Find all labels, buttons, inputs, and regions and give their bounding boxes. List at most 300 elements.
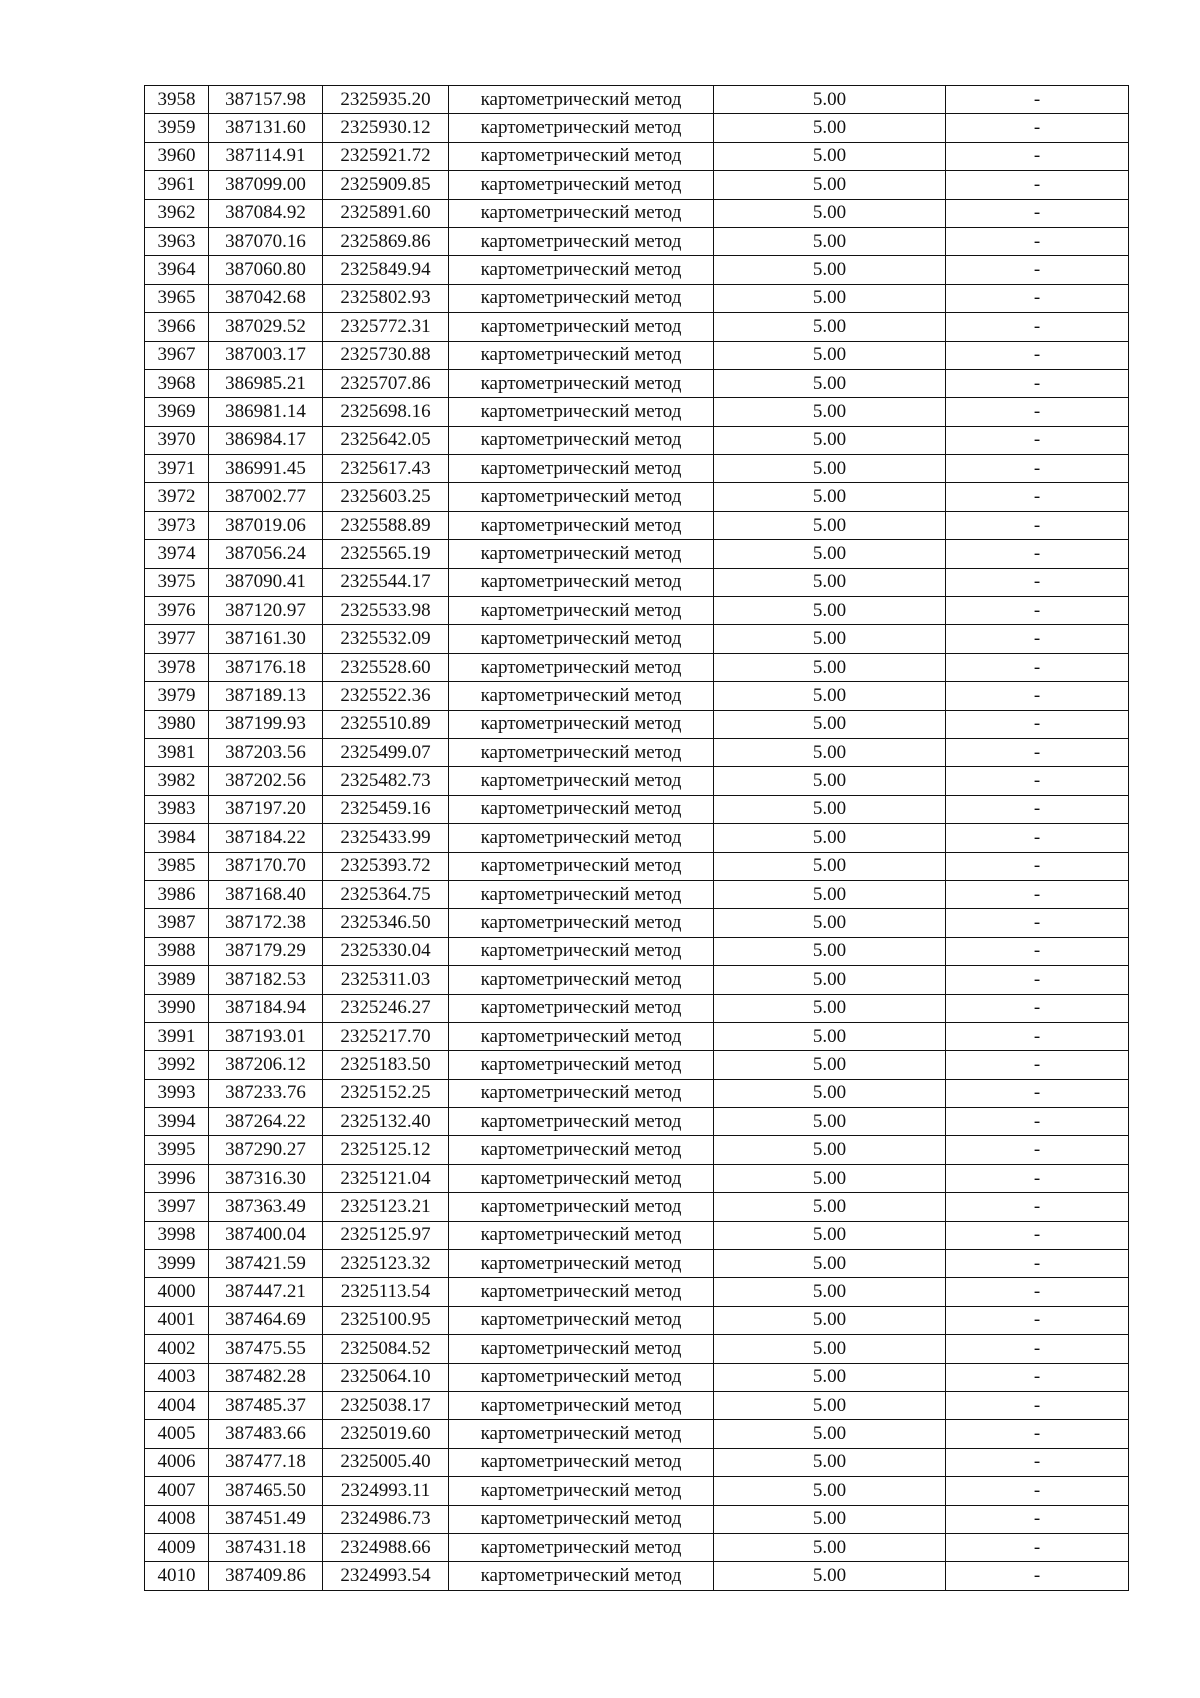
x-coordinate-cell: 387421.59	[209, 1250, 323, 1278]
accuracy-cell: 5.00	[714, 284, 946, 312]
y-coordinate-cell: 2325544.17	[323, 568, 449, 596]
description-cell: -	[946, 114, 1129, 142]
method-cell: картометрический метод	[449, 341, 714, 369]
description-cell: -	[946, 1108, 1129, 1136]
x-coordinate-cell: 386984.17	[209, 426, 323, 454]
table-row	[145, 682, 1129, 710]
table-row	[145, 1022, 1129, 1050]
table-row	[145, 1278, 1129, 1306]
x-coordinate-cell: 387019.06	[209, 511, 323, 539]
point-number-cell: 3984	[145, 824, 209, 852]
method-cell: картометрический метод	[449, 1250, 714, 1278]
point-number-cell: 3999	[145, 1250, 209, 1278]
x-coordinate-cell: 387042.68	[209, 284, 323, 312]
point-number-cell: 3985	[145, 852, 209, 880]
method-cell: картометрический метод	[449, 880, 714, 908]
table-row	[145, 1533, 1129, 1561]
table-row	[145, 284, 1129, 312]
accuracy-cell: 5.00	[714, 1221, 946, 1249]
method-cell: картометрический метод	[449, 426, 714, 454]
method-cell: картометрический метод	[449, 1391, 714, 1419]
accuracy-cell: 5.00	[714, 1051, 946, 1079]
point-number-cell: 4001	[145, 1306, 209, 1334]
x-coordinate-cell: 387090.41	[209, 568, 323, 596]
y-coordinate-cell: 2325125.97	[323, 1221, 449, 1249]
x-coordinate-cell: 387464.69	[209, 1306, 323, 1334]
y-coordinate-cell: 2325019.60	[323, 1420, 449, 1448]
point-number-cell: 3974	[145, 540, 209, 568]
point-number-cell: 4010	[145, 1562, 209, 1590]
point-number-cell: 3966	[145, 313, 209, 341]
accuracy-cell: 5.00	[714, 625, 946, 653]
description-cell: -	[946, 937, 1129, 965]
method-cell: картометрический метод	[449, 1363, 714, 1391]
description-cell: -	[946, 540, 1129, 568]
point-number-cell: 3959	[145, 114, 209, 142]
x-coordinate-cell: 387482.28	[209, 1363, 323, 1391]
description-cell: -	[946, 1533, 1129, 1561]
description-cell: -	[946, 1306, 1129, 1334]
x-coordinate-cell: 387168.40	[209, 880, 323, 908]
description-cell: -	[946, 1278, 1129, 1306]
y-coordinate-cell: 2325588.89	[323, 511, 449, 539]
table-row	[145, 426, 1129, 454]
y-coordinate-cell: 2325459.16	[323, 795, 449, 823]
y-coordinate-cell: 2325121.04	[323, 1164, 449, 1192]
x-coordinate-cell: 387131.60	[209, 114, 323, 142]
description-cell: -	[946, 795, 1129, 823]
point-number-cell: 3988	[145, 937, 209, 965]
description-cell: -	[946, 86, 1129, 114]
method-cell: картометрический метод	[449, 256, 714, 284]
accuracy-cell: 5.00	[714, 511, 946, 539]
x-coordinate-cell: 387184.94	[209, 994, 323, 1022]
method-cell: картометрический метод	[449, 966, 714, 994]
method-cell: картометрический метод	[449, 767, 714, 795]
accuracy-cell: 5.00	[714, 114, 946, 142]
x-coordinate-cell: 387475.55	[209, 1335, 323, 1363]
y-coordinate-cell: 2325123.21	[323, 1193, 449, 1221]
x-coordinate-cell: 387233.76	[209, 1079, 323, 1107]
point-number-cell: 3971	[145, 455, 209, 483]
accuracy-cell: 5.00	[714, 710, 946, 738]
y-coordinate-cell: 2325565.19	[323, 540, 449, 568]
table-row	[145, 1250, 1129, 1278]
y-coordinate-cell: 2325346.50	[323, 909, 449, 937]
point-number-cell: 3997	[145, 1193, 209, 1221]
x-coordinate-cell: 387400.04	[209, 1221, 323, 1249]
table-row	[145, 852, 1129, 880]
table-row	[145, 738, 1129, 766]
y-coordinate-cell: 2325499.07	[323, 738, 449, 766]
point-number-cell: 3967	[145, 341, 209, 369]
description-cell: -	[946, 653, 1129, 681]
y-coordinate-cell: 2325330.04	[323, 937, 449, 965]
method-cell: картометрический метод	[449, 1505, 714, 1533]
y-coordinate-cell: 2325802.93	[323, 284, 449, 312]
x-coordinate-cell: 387189.13	[209, 682, 323, 710]
x-coordinate-cell: 387264.22	[209, 1108, 323, 1136]
accuracy-cell: 5.00	[714, 1022, 946, 1050]
description-cell: -	[946, 710, 1129, 738]
y-coordinate-cell: 2325064.10	[323, 1363, 449, 1391]
y-coordinate-cell: 2325246.27	[323, 994, 449, 1022]
table-row	[145, 511, 1129, 539]
table-row	[145, 1079, 1129, 1107]
point-number-cell: 3980	[145, 710, 209, 738]
table-row	[145, 1051, 1129, 1079]
table-row	[145, 625, 1129, 653]
x-coordinate-cell: 387003.17	[209, 341, 323, 369]
accuracy-cell: 5.00	[714, 142, 946, 170]
x-coordinate-cell: 387084.92	[209, 199, 323, 227]
method-cell: картометрический метод	[449, 1051, 714, 1079]
description-cell: -	[946, 511, 1129, 539]
description-cell: -	[946, 1193, 1129, 1221]
accuracy-cell: 5.00	[714, 966, 946, 994]
x-coordinate-cell: 387184.22	[209, 824, 323, 852]
x-coordinate-cell: 387409.86	[209, 1562, 323, 1590]
x-coordinate-cell: 387070.16	[209, 227, 323, 255]
table-row	[145, 880, 1129, 908]
method-cell: картометрический метод	[449, 313, 714, 341]
accuracy-cell: 5.00	[714, 227, 946, 255]
table-row	[145, 1420, 1129, 1448]
point-number-cell: 3993	[145, 1079, 209, 1107]
accuracy-cell: 5.00	[714, 682, 946, 710]
point-number-cell: 3981	[145, 738, 209, 766]
method-cell: картометрический метод	[449, 1278, 714, 1306]
accuracy-cell: 5.00	[714, 880, 946, 908]
description-cell: -	[946, 1448, 1129, 1476]
accuracy-cell: 5.00	[714, 597, 946, 625]
description-cell: -	[946, 767, 1129, 795]
table-row	[145, 568, 1129, 596]
table-row	[145, 369, 1129, 397]
y-coordinate-cell: 2325183.50	[323, 1051, 449, 1079]
point-number-cell: 3994	[145, 1108, 209, 1136]
y-coordinate-cell: 2325482.73	[323, 767, 449, 795]
accuracy-cell: 5.00	[714, 1164, 946, 1192]
method-cell: картометрический метод	[449, 824, 714, 852]
method-cell: картометрический метод	[449, 795, 714, 823]
point-number-cell: 3982	[145, 767, 209, 795]
accuracy-cell: 5.00	[714, 1079, 946, 1107]
point-number-cell: 3996	[145, 1164, 209, 1192]
point-number-cell: 3958	[145, 86, 209, 114]
description-cell: -	[946, 880, 1129, 908]
description-cell: -	[946, 1477, 1129, 1505]
point-number-cell: 3990	[145, 994, 209, 1022]
method-cell: картометрический метод	[449, 171, 714, 199]
y-coordinate-cell: 2325869.86	[323, 227, 449, 255]
point-number-cell: 3972	[145, 483, 209, 511]
y-coordinate-cell: 2325528.60	[323, 653, 449, 681]
table-row	[145, 597, 1129, 625]
y-coordinate-cell: 2325730.88	[323, 341, 449, 369]
table-row	[145, 710, 1129, 738]
accuracy-cell: 5.00	[714, 1391, 946, 1419]
method-cell: картометрический метод	[449, 540, 714, 568]
point-number-cell: 4009	[145, 1533, 209, 1561]
description-cell: -	[946, 1164, 1129, 1192]
table-row	[145, 653, 1129, 681]
description-cell: -	[946, 455, 1129, 483]
y-coordinate-cell: 2325433.99	[323, 824, 449, 852]
x-coordinate-cell: 387465.50	[209, 1477, 323, 1505]
accuracy-cell: 5.00	[714, 1477, 946, 1505]
accuracy-cell: 5.00	[714, 738, 946, 766]
x-coordinate-cell: 387120.97	[209, 597, 323, 625]
method-cell: картометрический метод	[449, 114, 714, 142]
point-number-cell: 4000	[145, 1278, 209, 1306]
description-cell: -	[946, 1221, 1129, 1249]
method-cell: картометрический метод	[449, 142, 714, 170]
method-cell: картометрический метод	[449, 597, 714, 625]
y-coordinate-cell: 2325364.75	[323, 880, 449, 908]
method-cell: картометрический метод	[449, 1306, 714, 1334]
table-row	[145, 937, 1129, 965]
method-cell: картометрический метод	[449, 1108, 714, 1136]
point-number-cell: 3998	[145, 1221, 209, 1249]
accuracy-cell: 5.00	[714, 824, 946, 852]
table-body	[145, 86, 1129, 1591]
y-coordinate-cell: 2325921.72	[323, 142, 449, 170]
accuracy-cell: 5.00	[714, 1363, 946, 1391]
x-coordinate-cell: 386991.45	[209, 455, 323, 483]
y-coordinate-cell: 2324986.73	[323, 1505, 449, 1533]
x-coordinate-cell: 387182.53	[209, 966, 323, 994]
table-row	[145, 824, 1129, 852]
accuracy-cell: 5.00	[714, 256, 946, 284]
x-coordinate-cell: 387170.70	[209, 852, 323, 880]
description-cell: -	[946, 824, 1129, 852]
method-cell: картометрический метод	[449, 369, 714, 397]
accuracy-cell: 5.00	[714, 1533, 946, 1561]
x-coordinate-cell: 387176.18	[209, 653, 323, 681]
accuracy-cell: 5.00	[714, 1306, 946, 1334]
y-coordinate-cell: 2325707.86	[323, 369, 449, 397]
table-row	[145, 199, 1129, 227]
method-cell: картометрический метод	[449, 852, 714, 880]
method-cell: картометрический метод	[449, 1448, 714, 1476]
y-coordinate-cell: 2325084.52	[323, 1335, 449, 1363]
accuracy-cell: 5.00	[714, 86, 946, 114]
method-cell: картометрический метод	[449, 483, 714, 511]
accuracy-cell: 5.00	[714, 426, 946, 454]
accuracy-cell: 5.00	[714, 1448, 946, 1476]
method-cell: картометрический метод	[449, 511, 714, 539]
description-cell: -	[946, 1051, 1129, 1079]
table-row	[145, 909, 1129, 937]
point-number-cell: 4003	[145, 1363, 209, 1391]
accuracy-cell: 5.00	[714, 369, 946, 397]
description-cell: -	[946, 227, 1129, 255]
point-number-cell: 3978	[145, 653, 209, 681]
point-number-cell: 4002	[145, 1335, 209, 1363]
table-row	[145, 398, 1129, 426]
method-cell: картометрический метод	[449, 1193, 714, 1221]
accuracy-cell: 5.00	[714, 313, 946, 341]
method-cell: картометрический метод	[449, 1136, 714, 1164]
method-cell: картометрический метод	[449, 199, 714, 227]
table-row	[145, 1363, 1129, 1391]
method-cell: картометрический метод	[449, 1420, 714, 1448]
accuracy-cell: 5.00	[714, 767, 946, 795]
description-cell: -	[946, 369, 1129, 397]
table-row	[145, 1306, 1129, 1334]
y-coordinate-cell: 2324988.66	[323, 1533, 449, 1561]
method-cell: картометрический метод	[449, 994, 714, 1022]
y-coordinate-cell: 2325113.54	[323, 1278, 449, 1306]
x-coordinate-cell: 387029.52	[209, 313, 323, 341]
y-coordinate-cell: 2325132.40	[323, 1108, 449, 1136]
accuracy-cell: 5.00	[714, 455, 946, 483]
description-cell: -	[946, 966, 1129, 994]
description-cell: -	[946, 994, 1129, 1022]
y-coordinate-cell: 2324993.11	[323, 1477, 449, 1505]
point-number-cell: 3965	[145, 284, 209, 312]
description-cell: -	[946, 852, 1129, 880]
point-number-cell: 3962	[145, 199, 209, 227]
method-cell: картометрический метод	[449, 86, 714, 114]
description-cell: -	[946, 142, 1129, 170]
description-cell: -	[946, 199, 1129, 227]
description-cell: -	[946, 738, 1129, 766]
y-coordinate-cell: 2325935.20	[323, 86, 449, 114]
point-number-cell: 3977	[145, 625, 209, 653]
accuracy-cell: 5.00	[714, 540, 946, 568]
x-coordinate-cell: 386981.14	[209, 398, 323, 426]
x-coordinate-cell: 387477.18	[209, 1448, 323, 1476]
method-cell: картометрический метод	[449, 738, 714, 766]
x-coordinate-cell: 387202.56	[209, 767, 323, 795]
accuracy-cell: 5.00	[714, 1250, 946, 1278]
method-cell: картометрический метод	[449, 568, 714, 596]
point-number-cell: 3987	[145, 909, 209, 937]
method-cell: картометрический метод	[449, 909, 714, 937]
y-coordinate-cell: 2325930.12	[323, 114, 449, 142]
y-coordinate-cell: 2325311.03	[323, 966, 449, 994]
accuracy-cell: 5.00	[714, 1562, 946, 1590]
x-coordinate-cell: 387056.24	[209, 540, 323, 568]
method-cell: картометрический метод	[449, 625, 714, 653]
point-number-cell: 3961	[145, 171, 209, 199]
table-row	[145, 142, 1129, 170]
table-row	[145, 256, 1129, 284]
x-coordinate-cell: 387290.27	[209, 1136, 323, 1164]
accuracy-cell: 5.00	[714, 795, 946, 823]
table-row	[145, 1108, 1129, 1136]
x-coordinate-cell: 387431.18	[209, 1533, 323, 1561]
method-cell: картометрический метод	[449, 710, 714, 738]
x-coordinate-cell: 387060.80	[209, 256, 323, 284]
accuracy-cell: 5.00	[714, 199, 946, 227]
point-number-cell: 3973	[145, 511, 209, 539]
point-number-cell: 3969	[145, 398, 209, 426]
y-coordinate-cell: 2325125.12	[323, 1136, 449, 1164]
y-coordinate-cell: 2325698.16	[323, 398, 449, 426]
x-coordinate-cell: 387179.29	[209, 937, 323, 965]
accuracy-cell: 5.00	[714, 994, 946, 1022]
accuracy-cell: 5.00	[714, 1193, 946, 1221]
y-coordinate-cell: 2325642.05	[323, 426, 449, 454]
y-coordinate-cell: 2325510.89	[323, 710, 449, 738]
method-cell: картометрический метод	[449, 1079, 714, 1107]
description-cell: -	[946, 1335, 1129, 1363]
accuracy-cell: 5.00	[714, 341, 946, 369]
accuracy-cell: 5.00	[714, 398, 946, 426]
method-cell: картометрический метод	[449, 1533, 714, 1561]
table-row	[145, 171, 1129, 199]
y-coordinate-cell: 2325152.25	[323, 1079, 449, 1107]
method-cell: картометрический метод	[449, 398, 714, 426]
accuracy-cell: 5.00	[714, 483, 946, 511]
accuracy-cell: 5.00	[714, 909, 946, 937]
y-coordinate-cell: 2325005.40	[323, 1448, 449, 1476]
x-coordinate-cell: 387002.77	[209, 483, 323, 511]
y-coordinate-cell: 2325038.17	[323, 1391, 449, 1419]
x-coordinate-cell: 387161.30	[209, 625, 323, 653]
description-cell: -	[946, 398, 1129, 426]
point-number-cell: 3991	[145, 1022, 209, 1050]
point-number-cell: 3979	[145, 682, 209, 710]
x-coordinate-cell: 387206.12	[209, 1051, 323, 1079]
x-coordinate-cell: 387483.66	[209, 1420, 323, 1448]
accuracy-cell: 5.00	[714, 1505, 946, 1533]
table-row	[145, 1335, 1129, 1363]
description-cell: -	[946, 1079, 1129, 1107]
table-row	[145, 313, 1129, 341]
x-coordinate-cell: 387199.93	[209, 710, 323, 738]
description-cell: -	[946, 1391, 1129, 1419]
description-cell: -	[946, 568, 1129, 596]
accuracy-cell: 5.00	[714, 852, 946, 880]
point-number-cell: 3989	[145, 966, 209, 994]
accuracy-cell: 5.00	[714, 1278, 946, 1306]
x-coordinate-cell: 387157.98	[209, 86, 323, 114]
point-number-cell: 3970	[145, 426, 209, 454]
table-row	[145, 455, 1129, 483]
point-number-cell: 3964	[145, 256, 209, 284]
table-row	[145, 966, 1129, 994]
table-row	[145, 1164, 1129, 1192]
method-cell: картометрический метод	[449, 1221, 714, 1249]
x-coordinate-cell: 387114.91	[209, 142, 323, 170]
x-coordinate-cell: 387316.30	[209, 1164, 323, 1192]
y-coordinate-cell: 2325891.60	[323, 199, 449, 227]
point-number-cell: 3960	[145, 142, 209, 170]
x-coordinate-cell: 387363.49	[209, 1193, 323, 1221]
y-coordinate-cell: 2325522.36	[323, 682, 449, 710]
point-number-cell: 3968	[145, 369, 209, 397]
x-coordinate-cell: 387172.38	[209, 909, 323, 937]
method-cell: картометрический метод	[449, 284, 714, 312]
description-cell: -	[946, 1420, 1129, 1448]
accuracy-cell: 5.00	[714, 1420, 946, 1448]
accuracy-cell: 5.00	[714, 1108, 946, 1136]
method-cell: картометрический метод	[449, 227, 714, 255]
table-row	[145, 540, 1129, 568]
y-coordinate-cell: 2324993.54	[323, 1562, 449, 1590]
y-coordinate-cell: 2325100.95	[323, 1306, 449, 1334]
method-cell: картометрический метод	[449, 1335, 714, 1363]
description-cell: -	[946, 682, 1129, 710]
x-coordinate-cell: 387203.56	[209, 738, 323, 766]
description-cell: -	[946, 1136, 1129, 1164]
point-number-cell: 4007	[145, 1477, 209, 1505]
x-coordinate-cell: 387193.01	[209, 1022, 323, 1050]
